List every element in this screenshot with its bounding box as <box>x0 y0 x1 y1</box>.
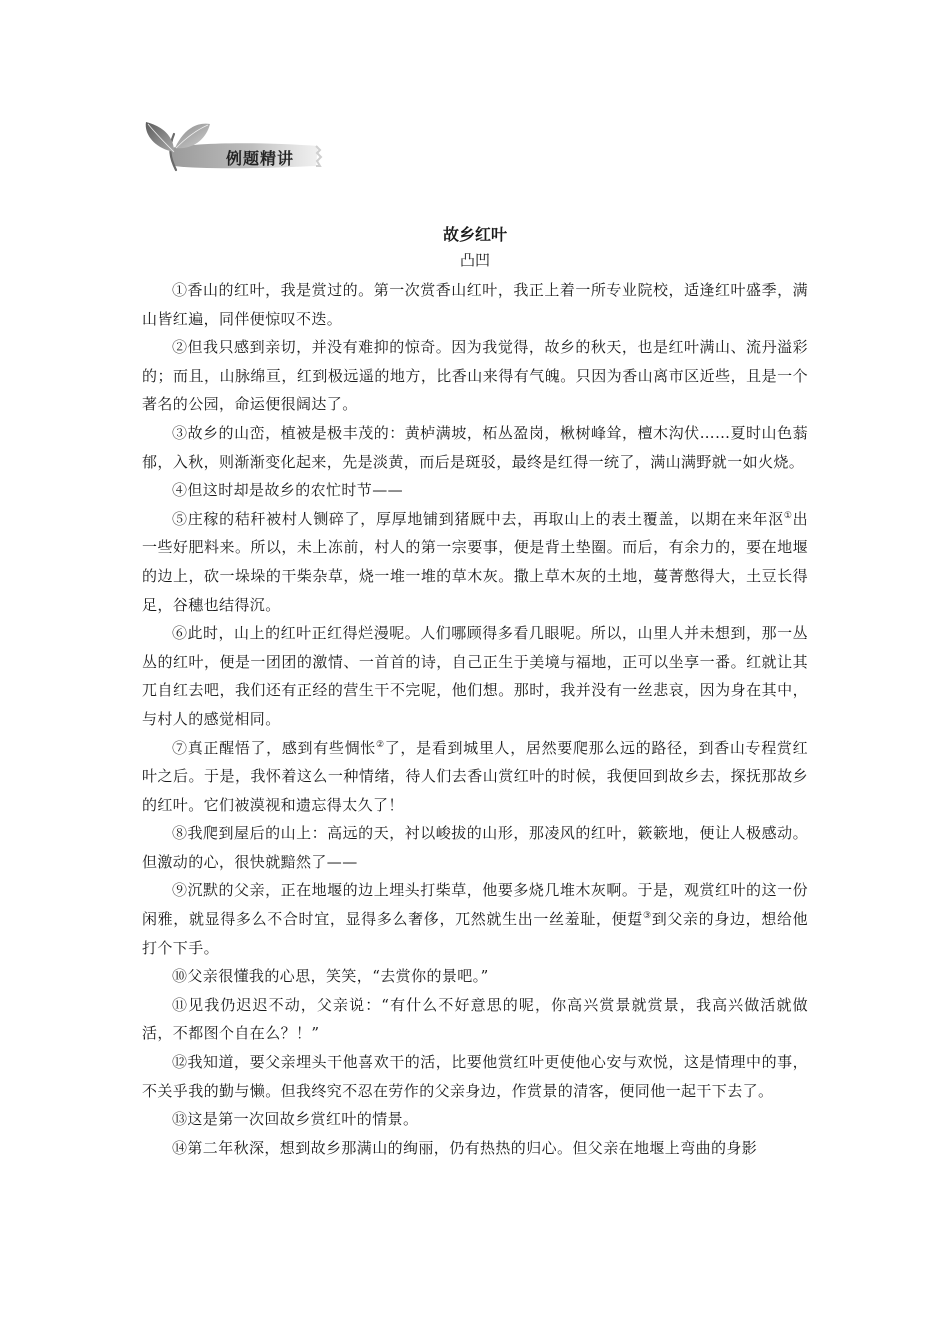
paragraph-9: ⑨沉默的父亲，正在地堰的边上埋头打柴草，他要多烧几堆木灰啊。于是，观赏红叶的这一份闲雅，就显得多么不合时宜，显得多么奢侈，兀然就生出一丝羞耻，便踅③到父亲的身边，想给他打个下手。 <box>142 881 808 957</box>
paragraph-11: ⑪见我仍迟迟不动，父亲说：“有什么不好意思的呢，你高兴赏景就赏景，我高兴做活就做活，不都图个自在么？！” <box>142 995 808 1043</box>
paragraph-5: ⑤庄稼的秸秆被村人铡碎了，厚厚地铺到猪厩中去，再取山上的表土覆盖，以期在来年沤①出一些好肥料来。所以，未上冻前，村人的第一宗要事，便是背土垫圈。而后，有余力的，要在地堰的边上，砍一垛垛的干柴杂草，烧一堆一堆的草木灰。撒上草木灰的土地，蔓菁憋得大，土豆长得足，谷穗也结得沉。 <box>142 509 809 614</box>
paragraph-8: ⑧我爬到屋后的山上：高远的天，衬以峻拔的山形，那凌风的红叶，簌簌地，便让人极感动。但激动的心，很快就黯然了—— <box>142 824 808 871</box>
footnote-ref-1: ① <box>783 510 793 521</box>
article <box>142 222 808 1162</box>
footnote-ref-3: ③ <box>642 911 652 922</box>
paragraph-3: ③故乡的山峦，植被是极丰茂的：黄栌满坡，柘丛盈岗，楸树峰耸，檀木沟伏……夏时山色蓊郁，入秋，则渐渐变化起来，先是淡黄，而后是斑驳，最终是红得一统了，满山满野就一如火烧。 <box>142 423 808 471</box>
paragraph-12: ⑫我知道，要父亲埋头干他喜欢干的活，比要他赏红叶更使他心安与欢悦，这是情理中的事，不关乎我的勤与懒。但我终究不忍在劳作的父亲身边，作赏景的清客，便同他一起干下去了。 <box>142 1053 808 1100</box>
paragraph-14: ⑭第二年秋深，想到故乡那满山的绚丽，仍有热热的归心。但父亲在地堰上弯曲的身影 <box>172 1138 758 1157</box>
paragraph-1: ①香山的红叶，我是赏过的。第一次赏香山红叶，我正上着一所专业院校，适逢红叶盛季，满山皆红遍，同伴便惊叹不迭。 <box>142 281 808 328</box>
article-title: 故乡红叶 <box>442 225 507 244</box>
article-author: 凸凹 <box>459 251 490 269</box>
paragraph-2: ②但我只感到亲切，并没有难抑的惊奇。因为我觉得，故乡的秋天，也是红叶满山、流丹溢彩的；而且，山脉绵亘，红到极远遥的地方，比香山来得有气魄。只因为香山离市区近些，且是一个著名的公园，命运便很阔达了。 <box>142 338 808 414</box>
paragraph-7: ⑦真正醒悟了，感到有些惆怅②了，是看到城里人，居然要爬那么远的路径，到香山专程赏红叶之后。于是，我怀着这么一种情绪，待人们去香山赏红叶的时候，我便回到故乡去，探抚那故乡的红叶。它们被漠视和遗忘得太久了！ <box>142 738 809 814</box>
paragraph-13: ⑬这是第一次回故乡赏红叶的情景。 <box>172 1110 419 1129</box>
footnote-ref-2: ② <box>375 739 385 750</box>
paragraph-10: ⑩父亲很懂我的心思，笑笑，“去赏你的景吧。” <box>172 967 489 986</box>
section-banner <box>140 118 340 184</box>
paragraph-4: ④但这时却是故乡的农忙时节—— <box>172 481 404 500</box>
paragraph-6: ⑥此时，山上的红叶正红得烂漫呢。人们哪顾得多看几眼呢。所以，山里人并未想到，那一丛丛的红叶，便是一团团的激情、一首首的诗，自己正生于美境与福地，正可以坐享一番。红就让其兀自红去吧，我们还有正经的营生干不完呢，他们想。那时，我并没有一丝悲哀，因为身在其中，与村人的感觉相同。 <box>142 624 808 728</box>
section-banner-label: 例题精讲 <box>226 149 295 168</box>
